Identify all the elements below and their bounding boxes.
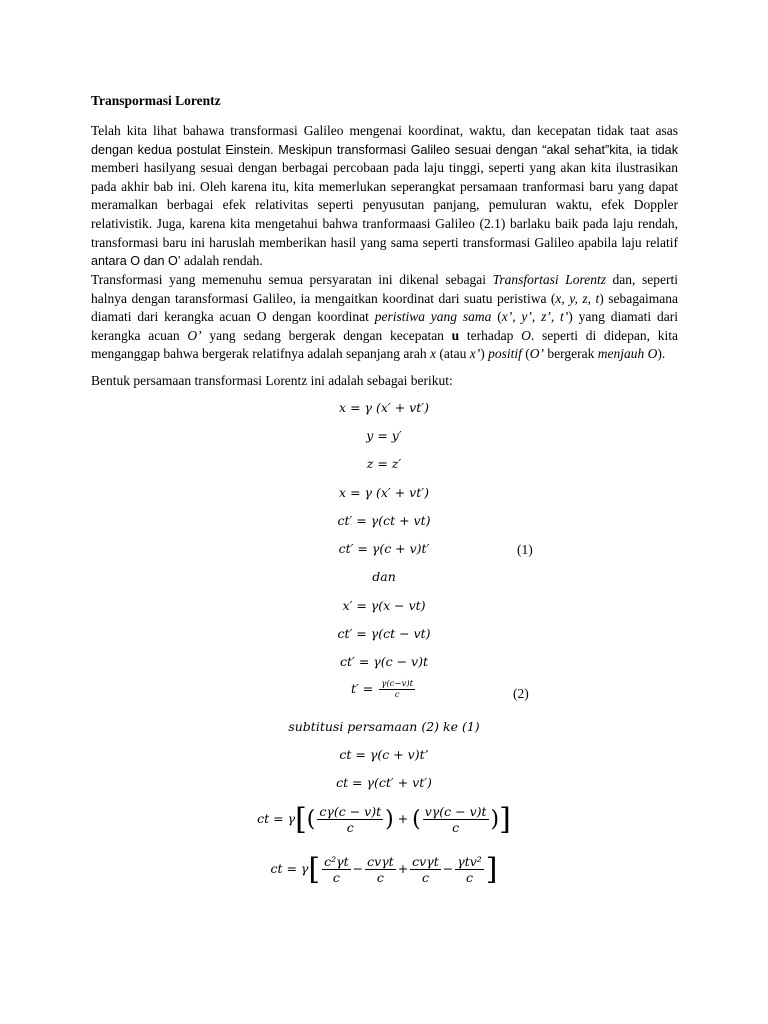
def-n: O xyxy=(521,327,531,343)
equation-11: subtitusi persamaan (2) ke (1) xyxy=(288,719,480,734)
def-b: Transfortasi Lorentz xyxy=(492,272,606,287)
def-g: ( xyxy=(491,309,502,325)
equation-13: ct = γ(ct′ + vt′) xyxy=(336,775,432,790)
equation-number-1: (1) xyxy=(517,542,533,557)
eq15-op-1: − xyxy=(352,861,364,876)
def-o: . seperti di didepan, kita menganggap bahwa bergerak relatifnya adalah sepanjang arah xyxy=(91,327,678,362)
eq15-numerator-3: cvγt xyxy=(412,854,439,869)
eq14-open-paren-2: ( xyxy=(412,807,421,832)
eq14-close-bracket: ] xyxy=(499,802,511,837)
eq15-lhs: ct = γ xyxy=(270,861,309,876)
paragraph-intro xyxy=(91,122,678,271)
intro-text-d: antara O dan O’ xyxy=(91,254,181,269)
eq15-denominator-3: c xyxy=(421,870,429,885)
def-p: x xyxy=(429,346,436,362)
eq10-denominator: c xyxy=(394,690,400,700)
equation-4: x = γ (x′ + vt′) xyxy=(339,485,429,500)
def-a: Transformasi yang memenuhu semua persyaratan ini dikenal sebagai xyxy=(91,272,493,287)
eq15-fraction-4 xyxy=(455,854,484,885)
section-title: Transpormasi Lorentz xyxy=(91,93,221,108)
eq15-fraction-1 xyxy=(322,854,351,885)
eq14-close-paren-2: ) xyxy=(490,807,500,832)
equation-10 xyxy=(0,679,768,700)
eq15-numerator-2: cvγt xyxy=(367,854,394,869)
equation-14 xyxy=(0,802,768,837)
eq14-plus: + xyxy=(397,811,409,826)
equation-15 xyxy=(0,852,768,887)
eq15-open-bracket: [ xyxy=(308,852,321,887)
equation-number-2: (2) xyxy=(513,686,529,701)
equation-3: z = z′ xyxy=(366,456,402,471)
paragraph-definition xyxy=(91,271,678,364)
eq15-denominator-1: c xyxy=(332,870,340,885)
def-x: menjauh O xyxy=(597,346,658,362)
equation-1: x = γ (x′ + vt′) xyxy=(339,400,429,415)
def-t: positif xyxy=(488,346,522,362)
equation-dan: dan xyxy=(372,569,396,584)
def-y: ). xyxy=(657,346,666,362)
eq14-open-paren-1: ( xyxy=(306,807,316,832)
equation-9: ct′ = γ(c − v)t xyxy=(339,654,428,669)
eq15-fraction-3 xyxy=(410,854,441,885)
eq15-denominator-4: c xyxy=(466,870,474,885)
def-l: u xyxy=(451,327,460,343)
intro-text-c: memberi hasilyang sesuai dengan berbagai percobaan pada laju tinggi, seperti yang akan kita ilustrasikan pada akhir bab ini. Oleh karena itu, kita memerlukan seperangkat persamaan tranformasi baru yang dapat meramalkan berbagai efek relativitas seperti penyusutan panjang, pemuluran waktu, efek Doppler relativistik. Juga, karena kita mengetahui bahwa tranformaasi Galileo (2.1) barlaku baik pada laju rendah, transformasi baru ini haruslah memberikan hasil yang sama seperti transformasi Galileo apabila laju relatif xyxy=(91,160,678,250)
intro-text-e: adalah rendah. xyxy=(180,253,263,269)
equation-12: ct = γ(c + v)t’ xyxy=(339,747,429,762)
intro-text-a: Telah kita lihat bahawa transformasi Galileo mengenai koordinat, waktu, dan kecepatan tidak taat asas xyxy=(91,123,678,138)
def-v: O’ xyxy=(529,346,544,362)
def-m: terhadap xyxy=(459,327,522,343)
def-r: x’ xyxy=(469,346,481,362)
def-h: x’, y’, z’, t’ xyxy=(501,309,569,325)
def-j: O’ xyxy=(187,327,202,343)
intro-text-b: dengan kedua postulat Einstein. Meskipun transformasi Galileo sesuai dengan “akal sehat”kita, ia tidak xyxy=(91,142,678,157)
eq10-numerator: γ(c−v)t xyxy=(381,679,414,689)
eq10-fraction xyxy=(379,679,415,700)
eq14-numerator-1: cγ(c − v)t xyxy=(319,804,382,819)
eq15-close-bracket: ] xyxy=(485,852,498,887)
equation-8: ct′ = γ(ct − vt) xyxy=(337,626,431,641)
eq15-fraction-2 xyxy=(365,854,396,885)
equation-7: x′ = γ(x − vt) xyxy=(342,598,426,613)
def-u: ( xyxy=(521,346,530,362)
eq14-fraction-2 xyxy=(423,804,489,835)
eq15-op-3: − xyxy=(442,861,454,876)
def-k: yang sedang bergerak dengan kecepatan xyxy=(201,327,452,343)
def-e: ) sebagaimana diamati dari kerangka acuan O dengan koordinat xyxy=(91,290,678,325)
eq14-open-bracket: [ xyxy=(295,802,307,837)
eq15-denominator-2: c xyxy=(376,870,384,885)
eq14-denominator-2: c xyxy=(452,820,460,835)
eq14-denominator-1: c xyxy=(346,820,354,835)
equation-6: ct′ = γ(c + v)t′ xyxy=(338,541,430,556)
def-s: ) xyxy=(480,346,489,362)
def-d: x, y, z, t xyxy=(555,290,600,306)
eq15-op-2: + xyxy=(397,861,409,876)
def-c: dan, seperti halnya dengan taransformasi Galileo, ia mengaitkan koordinat dari suatu peristiwa ( xyxy=(91,272,678,306)
eq14-numerator-2: vγ(c − v)t xyxy=(424,804,487,819)
equation-2: y = y′ xyxy=(366,428,402,443)
eq14-close-paren-1: ) xyxy=(385,807,394,832)
equation-5: ct′ = γ(ct + vt) xyxy=(337,513,431,528)
eq15-numerator-4: γtv² xyxy=(457,854,482,869)
eq14-fraction-1 xyxy=(317,804,383,835)
eq14-lhs: ct = γ xyxy=(257,811,296,826)
eq15-numerator-1: c²γt xyxy=(324,854,349,869)
def-i: ) yang diamati dari kerangka acuan xyxy=(91,309,678,343)
eq10-lhs: t′ = xyxy=(350,681,374,696)
paragraph-form-intro: Bentuk persamaan transformasi Lorentz ini adalah sebagai berikut: xyxy=(91,373,453,388)
def-q: (atau xyxy=(435,346,470,362)
def-w: bergerak xyxy=(543,346,598,362)
def-f: peristiwa yang sama xyxy=(374,309,492,325)
